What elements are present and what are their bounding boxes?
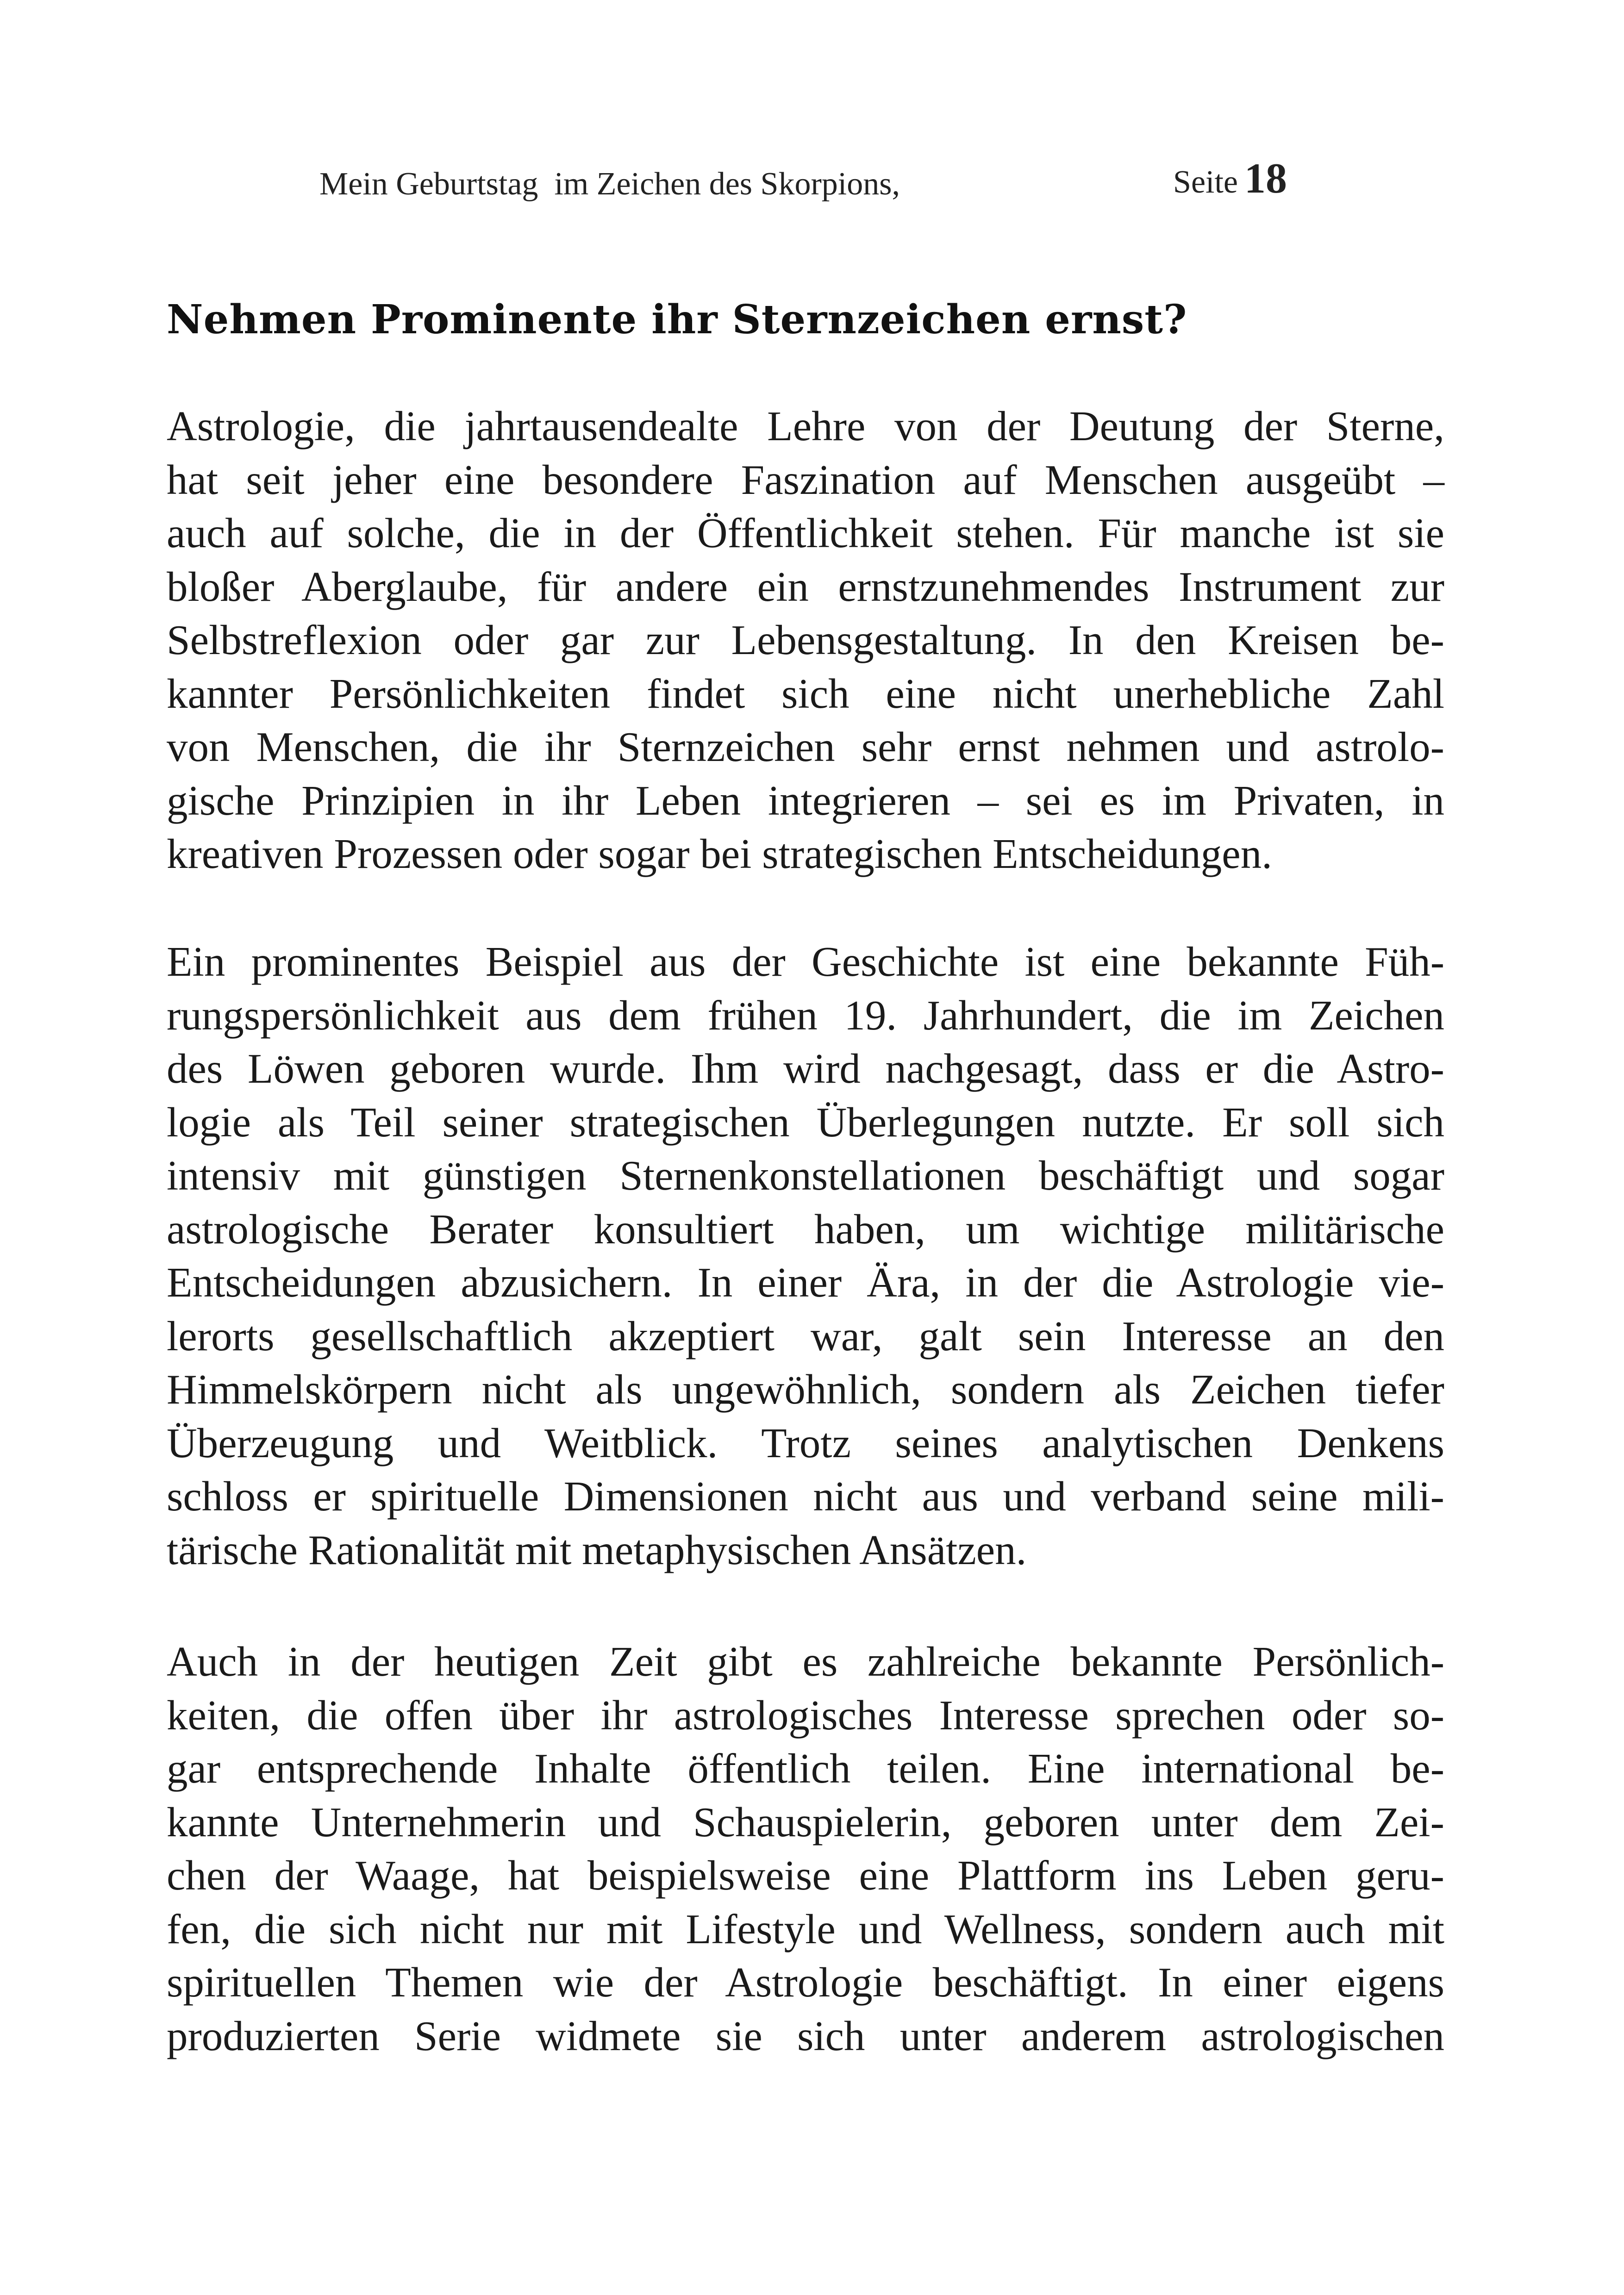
text-line: Astrologie, die jahrtausendealte Lehre von der Deutung der Sterne, <box>167 403 1444 449</box>
text-line: Himmelskörpern nicht als ungewöhnlich, sondern als Zeichen tiefer <box>167 1366 1444 1413</box>
text-line: kannter Persönlichkeiten findet sich eine nicht unerhebliche Zahl <box>167 670 1444 717</box>
text-line: Auch in der heutigen Zeit gibt es zahlreiche bekannte Persönlich- <box>167 1638 1444 1685</box>
text-line: lerorts gesellschaftlich akzeptiert war, galt sein Interesse an den <box>167 1312 1444 1360</box>
running-header <box>319 157 1287 213</box>
text-line: des Löwen geboren wurde. Ihm wird nachgesagt, dass er die Astro- <box>167 1045 1444 1092</box>
text-line: intensiv mit günstigen Sternenkonstellationen beschäftigt und sogar <box>167 1152 1444 1199</box>
header-title: Mein Geburtstag im Zeichen des Skorpions, <box>319 166 900 202</box>
text-line: schloss er spirituelle Dimensionen nicht aus und verband seine mili- <box>167 1473 1444 1520</box>
text-line: gar entsprechende Inhalte öffentlich teilen. Eine international be- <box>167 1745 1444 1792</box>
page-label: Seite <box>1173 164 1238 200</box>
text-line: von Menschen, die ihr Sternzeichen sehr ernst nehmen und astrolo- <box>167 723 1444 770</box>
text-line: Überzeugung und Weitblick. Trotz seines analytischen Denkens <box>167 1419 1444 1466</box>
paragraph <box>167 399 1444 881</box>
text-line: Selbstreflexion oder gar zur Lebensgestaltung. In den Kreisen be- <box>167 617 1444 663</box>
page-number: 18 <box>1244 155 1287 202</box>
text-line: kreativen Prozessen oder sogar bei strategischen Entscheidungen. <box>167 830 1272 877</box>
text-line: gische Prinzipien in ihr Leben integrieren – sei es im Privaten, in <box>167 777 1444 824</box>
text-line: kannte Unternehmerin und Schauspielerin, geboren unter dem Zei- <box>167 1798 1444 1846</box>
text-line: fen, die sich nicht nur mit Lifestyle und Wellness, sondern auch mit <box>167 1905 1444 1952</box>
text-line: spirituellen Themen wie der Astrologie beschäftigt. In einer eigens <box>167 1959 1444 2006</box>
text-line: Entscheidungen abzusichern. In einer Ära, in der die Astrologie vie- <box>167 1259 1444 1306</box>
text-line: Ein prominentes Beispiel aus der Geschichte ist eine bekannte Füh- <box>167 938 1444 985</box>
text-line: logie als Teil seiner strategischen Überlegungen nutzte. Er soll sich <box>167 1098 1444 1146</box>
text-line: hat seit jeher eine besondere Faszination auf Menschen ausgeübt – <box>167 456 1444 503</box>
text-line: keiten, die offen über ihr astrologisches Interesse sprechen oder so- <box>167 1691 1444 1739</box>
header-page-info <box>1173 154 1287 203</box>
text-line: chen der Waage, hat beispielsweise eine Plattform ins Leben geru- <box>167 1852 1444 1899</box>
text-line: bloßer Aberglaube, für andere ein ernstzunehmendes Instrument zur <box>167 563 1444 610</box>
paragraph <box>167 1635 1444 2063</box>
text-line: auch auf solche, die in der Öffentlichkeit stehen. Für manche ist sie <box>167 510 1444 556</box>
text-line: tärische Rationalität mit metaphysischen Ansätzen. <box>167 1526 1027 1573</box>
chapter-heading: Nehmen Prominente ihr Sternzeichen ernst? <box>167 296 1187 343</box>
paragraph <box>167 935 1444 1577</box>
text-line: astrologische Berater konsultiert haben, um wichtige militärische <box>167 1205 1444 1253</box>
text-line: produzierten Serie widmete sie sich unter anderem astrologischen <box>167 2012 1444 2059</box>
text-line: rungspersönlichkeit aus dem frühen 19. Jahrhundert, die im Zeichen <box>167 992 1444 1039</box>
